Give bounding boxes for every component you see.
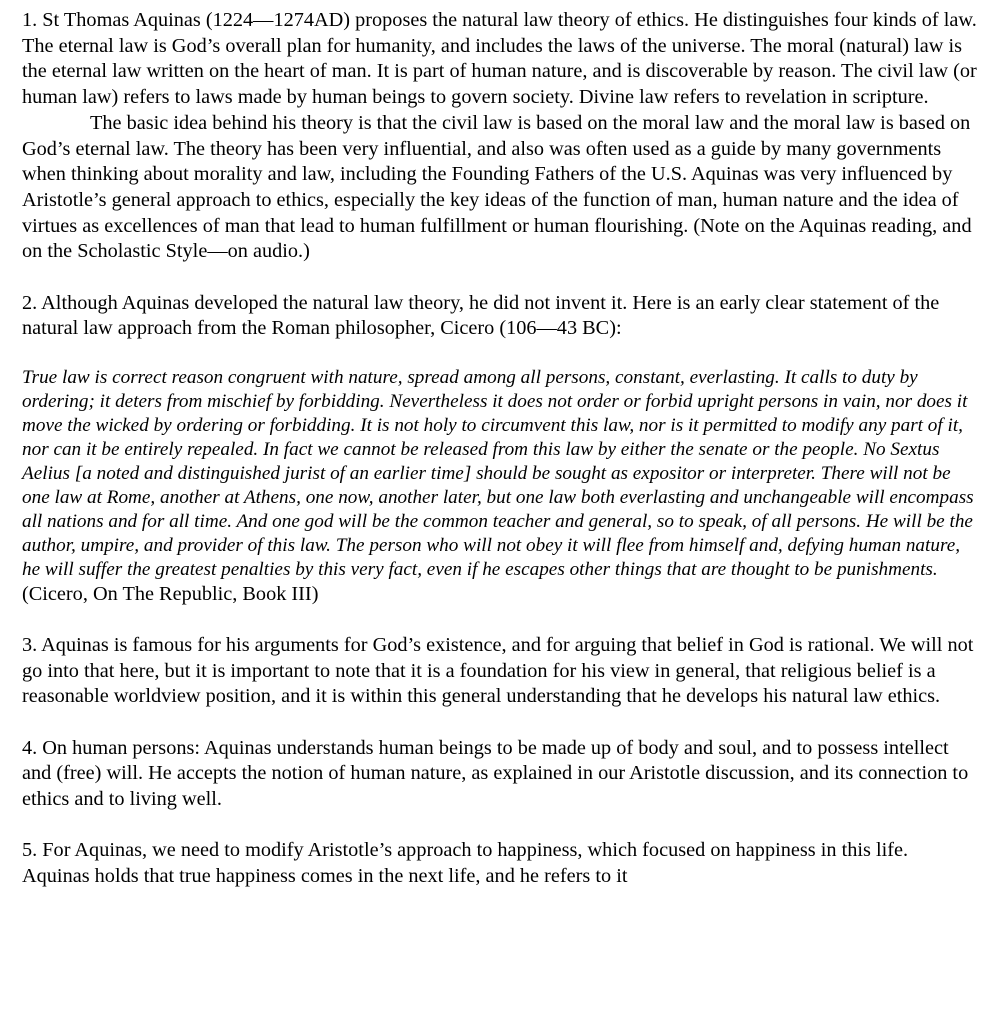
paragraph-3 (22, 633, 977, 710)
paragraph-1-text: 1. St Thomas Aquinas (1224—1274AD) proposes the natural law theory of ethics. He distinguishes four kinds of law. The eternal law is God’s overall plan for humanity, and includes the laws of the universe. The moral (natural) law is the eternal law written on the heart of man. It is part of human nature, and is discoverable by reason. The civil law (or human law) refers to laws made by human beings to govern society. Divine law refers to revelation in scripture. (22, 9, 977, 109)
paragraph-4 (22, 736, 977, 813)
cicero-quote-text: True law is correct reason congruent with nature, spread among all persons, constant, everlasting. It calls to duty by ordering; it deters from mischief by forbidding. Nevertheless it does not order or forbid upright persons in vain, nor does it move the wicked by ordering or forbidding. It is not holy to circumvent this law, nor is it permitted to modify any part of it, nor can it be entirely repealed. In fact we cannot be released from this law by either the senate or the people. No Sextus Aelius [a noted and distinguished jurist of an earlier time] should be sought as expositor or interpreter. There will not be one law at Rome, another at Athens, one now, another later, but one law both everlasting and unchangeable will encompass all nations and for all time. And one god will be the common teacher and general, so to speak, of all persons. He will be the author, umpire, and provider of this law. The person who will not obey it will flee from himself and, defying human nature, he will suffer the greatest penalties by this very fact, even if he escapes other things that are thought to be punishments. (22, 367, 974, 581)
paragraph-1 (22, 8, 977, 265)
paragraph-2 (22, 291, 977, 342)
paragraph-5-text: 5. For Aquinas, we need to modify Aristotle’s approach to happiness, which focused on happiness in this life. Aquinas holds that true happiness comes in the next life, and he refers to it (22, 839, 909, 888)
document-page (22, 8, 977, 890)
paragraph-2-text: 2. Although Aquinas developed the natural law theory, he did not invent it. Here is an early clear statement of the natural law approach from the Roman philosopher, Cicero (106—43 BC): (22, 291, 940, 340)
spacer (22, 607, 977, 633)
cicero-citation: (Cicero, On The Republic, Book III) (22, 583, 319, 606)
paragraph-4-text: 4. On human persons: Aquinas understands human beings to be made up of body and soul, and to possess intellect and (free) will. He accepts the notion of human nature, as explained in our Aristotle discussion, and its connection to ethics and to living well. (22, 736, 969, 811)
paragraph-3-text: 3. Aquinas is famous for his arguments for God’s existence, and for arguing that belief in God is rational. We will not go into that here, but it is important to note that it is a foundation for his view in general, that religious belief is a reasonable worldview position, and it is within this general understanding that he develops his natural law ethics. (22, 633, 974, 708)
paragraph-1-continuation: The basic idea behind his theory is that the civil law is based on the moral law and the moral law is based on God’s eternal law. The theory has been very influential, and also was often used as a guide by many governments when thinking about morality and law, including the Founding Fathers of the U.S. Aquinas was very influenced by Aristotle’s general approach to ethics, especially the key ideas of the function of man, human nature and the idea of virtues as excellences of man that lead to human fulfillment or human flourishing. (Note on the Aquinas reading, and on the Scholastic Style—on audio.) (22, 111, 972, 263)
paragraph-5 (22, 838, 977, 889)
cicero-quote (22, 366, 977, 607)
